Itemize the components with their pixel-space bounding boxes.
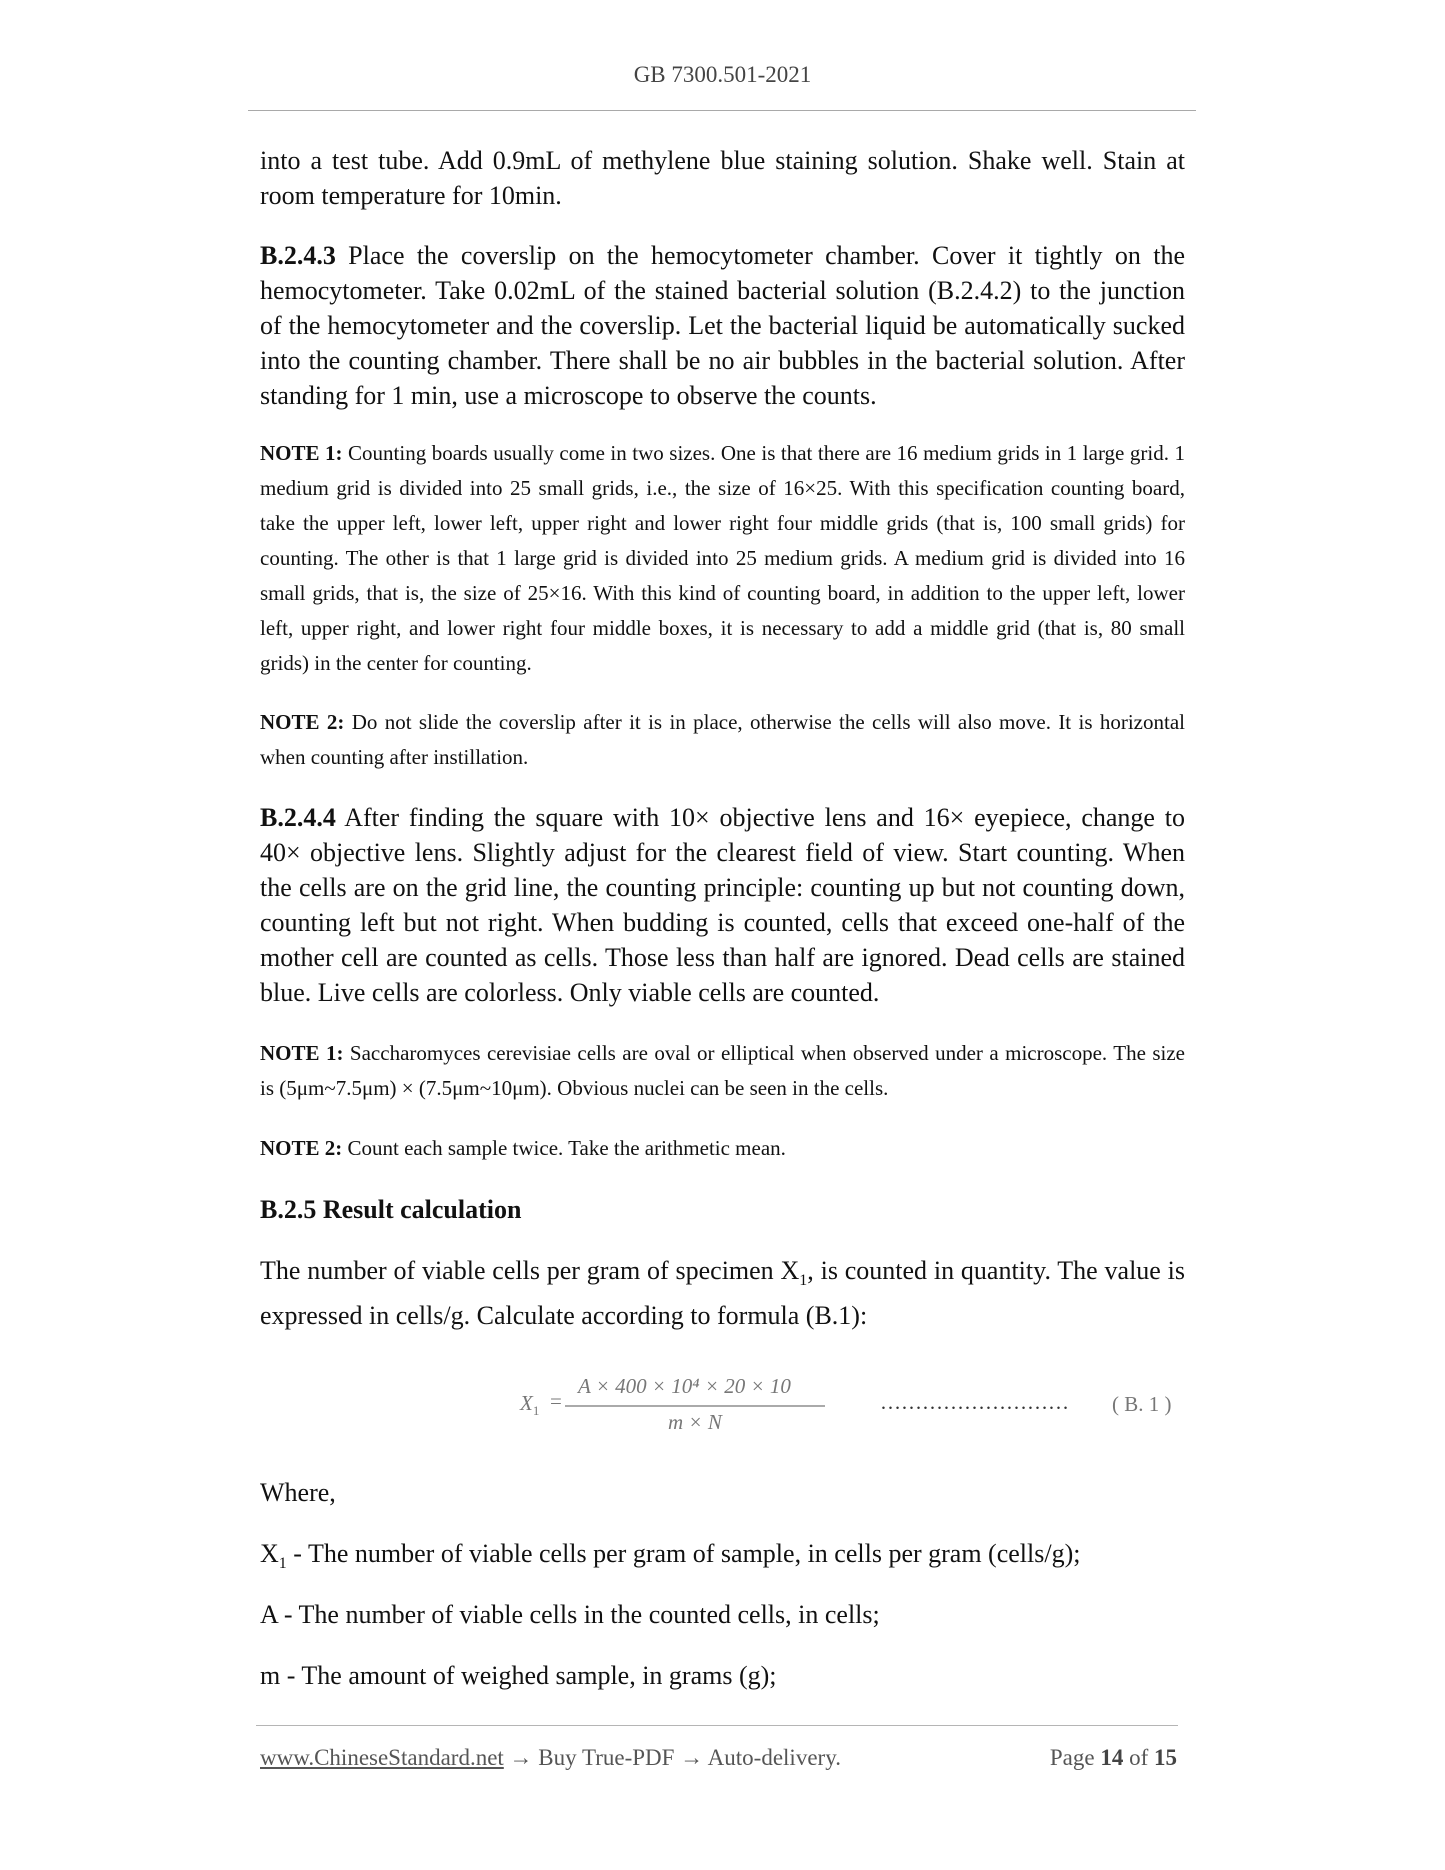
page-label: Page [1049, 1745, 1095, 1770]
definition-x1 [260, 1536, 1185, 1581]
footer-site-link[interactable]: www.ChineseStandard.net [260, 1745, 504, 1770]
section-heading: B.2.5 Result calculation [260, 1195, 522, 1224]
formula-equals: = [550, 1389, 562, 1413]
note-label: NOTE 1: [260, 441, 343, 465]
def-text: m - The amount of weighed sample, in grams (g); [260, 1661, 777, 1690]
formula-denominator: m × N [668, 1410, 722, 1434]
note-text: Counting boards usually come in two sizes. One is that there are 16 medium grids in 1 large grid. 1 medium grid is divided into 25 small grids, i.e., the size of 16×25. With this specification counting board, take the upper left, lower left, upper right and lower right four middle grids (that is, 100 small grids) for counting. The other is that 1 large grid is divided into 25 medium grids. A medium grid is divided into 16 small grids, that is, the size of 25×16. With this kind of counting board, in addition to the upper left, lower left, upper right, and lower right four middle boxes, it is necessary to add a middle grid (that is, 80 small grids) in the center for counting. [260, 441, 1185, 675]
footer-promo [260, 1745, 841, 1771]
note-text: Do not slide the coverslip after it is in place, otherwise the cells will also move. It is horizontal when counting after instillation. [260, 710, 1185, 769]
footer-divider [256, 1725, 1178, 1726]
note-label: NOTE 2: [260, 1136, 343, 1160]
note-1-counting-boards [260, 436, 1185, 681]
formula-leader-dots: ……………………… [880, 1390, 1069, 1414]
note-2-count-twice [260, 1131, 1185, 1166]
arrow-right-icon: → [509, 1745, 533, 1770]
formula-label: ( B. 1 ) [1112, 1392, 1172, 1416]
footer-buy-text: Buy True-PDF [538, 1745, 675, 1770]
formula-lhs: $X_1$ [520, 1391, 540, 1419]
intro-text: into a test tube. Add 0.9mL of methylene blue staining solution. Shake well. Stain at room temperature for 10min. [260, 146, 1185, 210]
page-of-label: of [1129, 1745, 1149, 1770]
note-label: NOTE 1: [260, 1041, 344, 1065]
page-number: 14 [1100, 1745, 1124, 1770]
intro-paragraph [260, 143, 1185, 213]
calc-text-suffix: , is counted in quantity. The value is expressed in cells/g. Calculate according to formula (B.1): [260, 1256, 1185, 1331]
section-b243 [260, 238, 1185, 413]
arrow-right-icon: → [680, 1745, 704, 1770]
note-2-coverslip [260, 705, 1185, 775]
page-header-title: GB 7300.501-2021 [633, 62, 812, 87]
heading-b25 [260, 1192, 1185, 1227]
header-divider [248, 110, 1196, 111]
where-text: Where, [260, 1478, 336, 1507]
def-symbol: X [260, 1539, 279, 1568]
def-text: A - The number of viable cells in the counted cells, in cells; [260, 1600, 880, 1629]
calc-text-prefix: The number of viable cells per gram of specimen X [260, 1256, 800, 1285]
note-1-saccharomyces [260, 1036, 1185, 1106]
formula-numerator: A × 400 × 10⁴ × 20 × 10 [578, 1374, 791, 1398]
footer-delivery-text: Auto-delivery. [707, 1745, 841, 1770]
calculation-intro [260, 1253, 1185, 1333]
clause-label: B.2.4.4 [260, 803, 336, 832]
def-text: - The number of viable cells per gram of sample, in cells per gram (cells/g); [286, 1539, 1081, 1568]
section-b244 [260, 800, 1185, 1010]
clause-text: After finding the square with 10× objective lens and 16× eyepiece, change to 40× objective lens. Slightly adjust for the clearest field of view. Start counting. When the cells are on the grid line, the counting principle: counting up but not counting down, counting left but not right. When budding is counted, cells that exceed one-half of the mother cell are counted as cells. Those less than half are ignored. Dead cells are stained blue. Live cells are colorless. Only viable cells are counted. [260, 803, 1185, 1007]
clause-text: Place the coverslip on the hemocytometer chamber. Cover it tightly on the hemocytometer. Take 0.02mL of the stained bacterial solution (B.2.4.2) to the junction of the hemocytometer and the coverslip. Let the bacterial liquid be automatically sucked into the counting chamber. There shall be no air bubbles in the bacterial solution. After standing for 1 min, use a microscope to observe the counts. [260, 241, 1185, 410]
note-text: Saccharomyces cerevisiae cells are oval or elliptical when observed under a microscope. The size is (5μm~7.5μm) × (7.5μm~10μm). Obvious nuclei can be seen in the cells. [260, 1041, 1185, 1100]
formula-b1 [520, 1370, 1180, 1440]
where-label [260, 1475, 1185, 1510]
page-indicator [1050, 1745, 1177, 1771]
def-subscript: 1 [278, 1555, 287, 1573]
calc-subscript: 1 [799, 1272, 808, 1290]
note-text: Count each sample twice. Take the arithmetic mean. [342, 1136, 786, 1160]
clause-label: B.2.4.3 [260, 241, 336, 270]
page-total: 15 [1154, 1745, 1177, 1770]
definition-m [260, 1658, 1185, 1693]
definition-a [260, 1597, 1185, 1632]
note-label: NOTE 2: [260, 710, 345, 734]
